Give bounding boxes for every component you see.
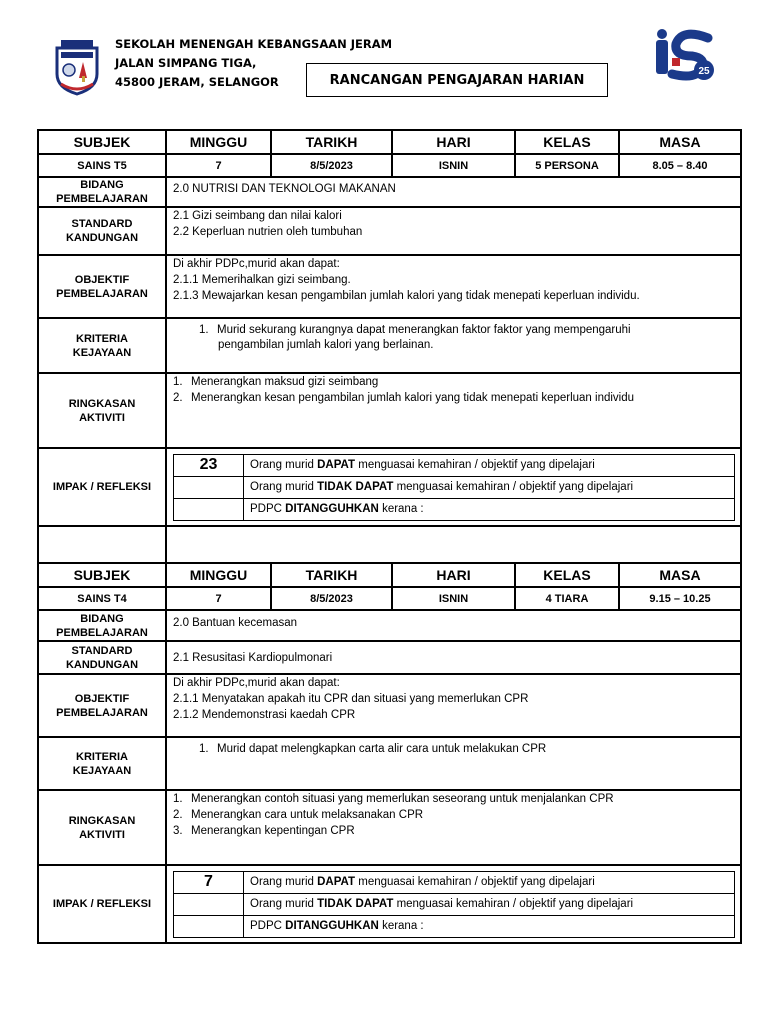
kriteria-content: 1. Murid sekurang kurangnya dapat menerangkan faktor faktor yang mempengaruhi pengambilan jumlah kalori yang berlainan.: [166, 318, 741, 373]
list-item: 1. Menerangkan contoh situasi yang memerlukan seseorang untuk menjalankan CPR: [173, 793, 614, 805]
ditangguhkan-row: [174, 498, 735, 520]
dapat-text: Orang murid DAPAT menguasai kemahiran / objektif yang dipelajari: [244, 871, 735, 893]
spacer-right: [166, 526, 741, 563]
objektif-content: Di akhir PDPc,murid akan dapat: 2.1.1 Menyatakan apakah itu CPR dan situasi yang memerlukan CPR 2.1.2 Mendemonstrasi kaedah CPR: [166, 674, 741, 737]
standard-content: 2.1 Resusitasi Kardiopulmonari: [166, 641, 741, 674]
standard-row: [38, 207, 741, 255]
objektif-row: [38, 255, 741, 318]
col-hari: HARI: [392, 563, 515, 587]
tidak-dapat-count[interactable]: [174, 893, 244, 915]
header-row: [38, 130, 741, 154]
ditangguhkan-text[interactable]: PDPC DITANGGUHKAN kerana :: [244, 915, 735, 937]
dapat-count[interactable]: 23: [174, 454, 244, 476]
bidang-row: [38, 610, 741, 641]
col-kelas: KELAS: [515, 130, 619, 154]
school-postcode: 45800 JERAM, SELANGOR: [115, 75, 279, 89]
lesson-table-1: [37, 129, 742, 564]
dapat-count[interactable]: 7: [174, 871, 244, 893]
kriteria-content: 1. Murid dapat melengkapkan carta alir cara untuk melakukan CPR: [166, 737, 741, 790]
dapat-text: Orang murid DAPAT menguasai kemahiran / objektif yang dipelajari: [244, 454, 735, 476]
bidang-row: [38, 177, 741, 207]
tarikh-value: 8/5/2023: [271, 154, 392, 177]
masa-value: 9.15 – 10.25: [619, 587, 741, 610]
ditangguhkan-row: [174, 915, 735, 937]
header-row: [38, 563, 741, 587]
refleksi-table: [173, 454, 735, 521]
minggu-value: 7: [166, 154, 271, 177]
school-name: SEKOLAH MENENGAH KEBANGSAAN JERAM: [115, 37, 393, 51]
kriteria-label: KRITERIA KEJAYAAN: [38, 318, 166, 373]
ditangguhkan-blank: [174, 498, 244, 520]
kelas-value: 5 PERSONA: [515, 154, 619, 177]
page-title: RANCANGAN PENGAJARAN HARIAN: [306, 63, 608, 97]
svg-text:25: 25: [698, 66, 710, 77]
col-tarikh: TARIKH: [271, 563, 392, 587]
col-kelas: KELAS: [515, 563, 619, 587]
tidak-dapat-text: Orang murid TIDAK DAPAT menguasai kemahiran / objektif yang dipelajari: [244, 893, 735, 915]
col-masa: MASA: [619, 563, 741, 587]
ringkasan-row: [38, 373, 741, 448]
dapat-row: [174, 871, 735, 893]
standard-content: 2.1 Gizi seimbang dan nilai kalori 2.2 Keperluan nutrien oleh tumbuhan: [166, 207, 741, 255]
list-item: 2. Menerangkan cara untuk melaksanakan CPR: [173, 809, 424, 821]
standard-label: STANDARD KANDUNGAN: [38, 641, 166, 674]
list-item: 2. Menerangkan kesan pengambilan jumlah kalori yang tidak menepati keperluan individu: [173, 392, 635, 404]
dapat-row: [174, 454, 735, 476]
standard-row: [38, 641, 741, 674]
ringkasan-content: [166, 790, 741, 865]
impak-content: [166, 448, 741, 526]
list-item: 3. Menerangkan kepentingan CPR: [173, 825, 355, 837]
objektif-label: OBJEKTIF PEMBELAJARAN: [38, 255, 166, 318]
objektif-row: [38, 674, 741, 737]
impak-content: [166, 865, 741, 943]
tarikh-value: 8/5/2023: [271, 587, 392, 610]
impak-label: IMPAK / REFLEKSI: [38, 865, 166, 943]
kriteria-label: KRITERIA KEJAYAAN: [38, 737, 166, 790]
value-row: [38, 587, 741, 610]
school-street: JALAN SIMPANG TIGA,: [115, 56, 257, 70]
25-anniversary-logo-icon: [652, 28, 716, 82]
tidak-dapat-row: [174, 476, 735, 498]
bidang-label: BIDANG PEMBELAJARAN: [38, 610, 166, 641]
tidak-dapat-text: Orang murid TIDAK DAPAT menguasai kemahiran / objektif yang dipelajari: [244, 476, 735, 498]
impak-row: [38, 865, 741, 943]
col-hari: HARI: [392, 130, 515, 154]
list-item: 1. Menerangkan maksud gizi seimbang: [173, 376, 379, 388]
tidak-dapat-count[interactable]: [174, 476, 244, 498]
ringkasan-label: RINGKASAN AKTIVITI: [38, 790, 166, 865]
ringkasan-row: [38, 790, 741, 865]
col-minggu: MINGGU: [166, 130, 271, 154]
bidang-content: 2.0 Bantuan kecemasan: [166, 610, 741, 641]
standard-label: STANDARD KANDUNGAN: [38, 207, 166, 255]
kriteria-row: [38, 737, 741, 790]
impak-label: IMPAK / REFLEKSI: [38, 448, 166, 526]
kriteria-row: [38, 318, 741, 373]
value-row: [38, 154, 741, 177]
impak-row: [38, 448, 741, 526]
subjek-value: SAINS T4: [38, 587, 166, 610]
bidang-content: 2.0 NUTRISI DAN TEKNOLOGI MAKANAN: [166, 177, 741, 207]
lesson-table-2: [37, 562, 742, 944]
col-minggu: MINGGU: [166, 563, 271, 587]
col-subjek: SUBJEK: [38, 563, 166, 587]
spacer-row: [38, 526, 741, 563]
col-tarikh: TARIKH: [271, 130, 392, 154]
ditangguhkan-blank: [174, 915, 244, 937]
spacer-left: [38, 526, 166, 563]
objektif-content: Di akhir PDPc,murid akan dapat: 2.1.1 Memerihalkan gizi seimbang. 2.1.3 Mewajarkan kesan pengambilan jumlah kalori yang tidak menepati keperluan individu.: [166, 255, 741, 318]
ringkasan-label: RINGKASAN AKTIVITI: [38, 373, 166, 448]
tidak-dapat-row: [174, 893, 735, 915]
objektif-label: OBJEKTIF PEMBELAJARAN: [38, 674, 166, 737]
subjek-value: SAINS T5: [38, 154, 166, 177]
col-masa: MASA: [619, 130, 741, 154]
masa-value: 8.05 – 8.40: [619, 154, 741, 177]
ditangguhkan-text[interactable]: PDPC DITANGGUHKAN kerana :: [244, 498, 735, 520]
hari-value: ISNIN: [392, 587, 515, 610]
col-subjek: SUBJEK: [38, 130, 166, 154]
bidang-label: BIDANG PEMBELAJARAN: [38, 177, 166, 207]
ringkasan-content: [166, 373, 741, 448]
hari-value: ISNIN: [392, 154, 515, 177]
refleksi-table: [173, 871, 735, 938]
minggu-value: 7: [166, 587, 271, 610]
school-crest-icon: [53, 38, 101, 96]
kelas-value: 4 TIARA: [515, 587, 619, 610]
